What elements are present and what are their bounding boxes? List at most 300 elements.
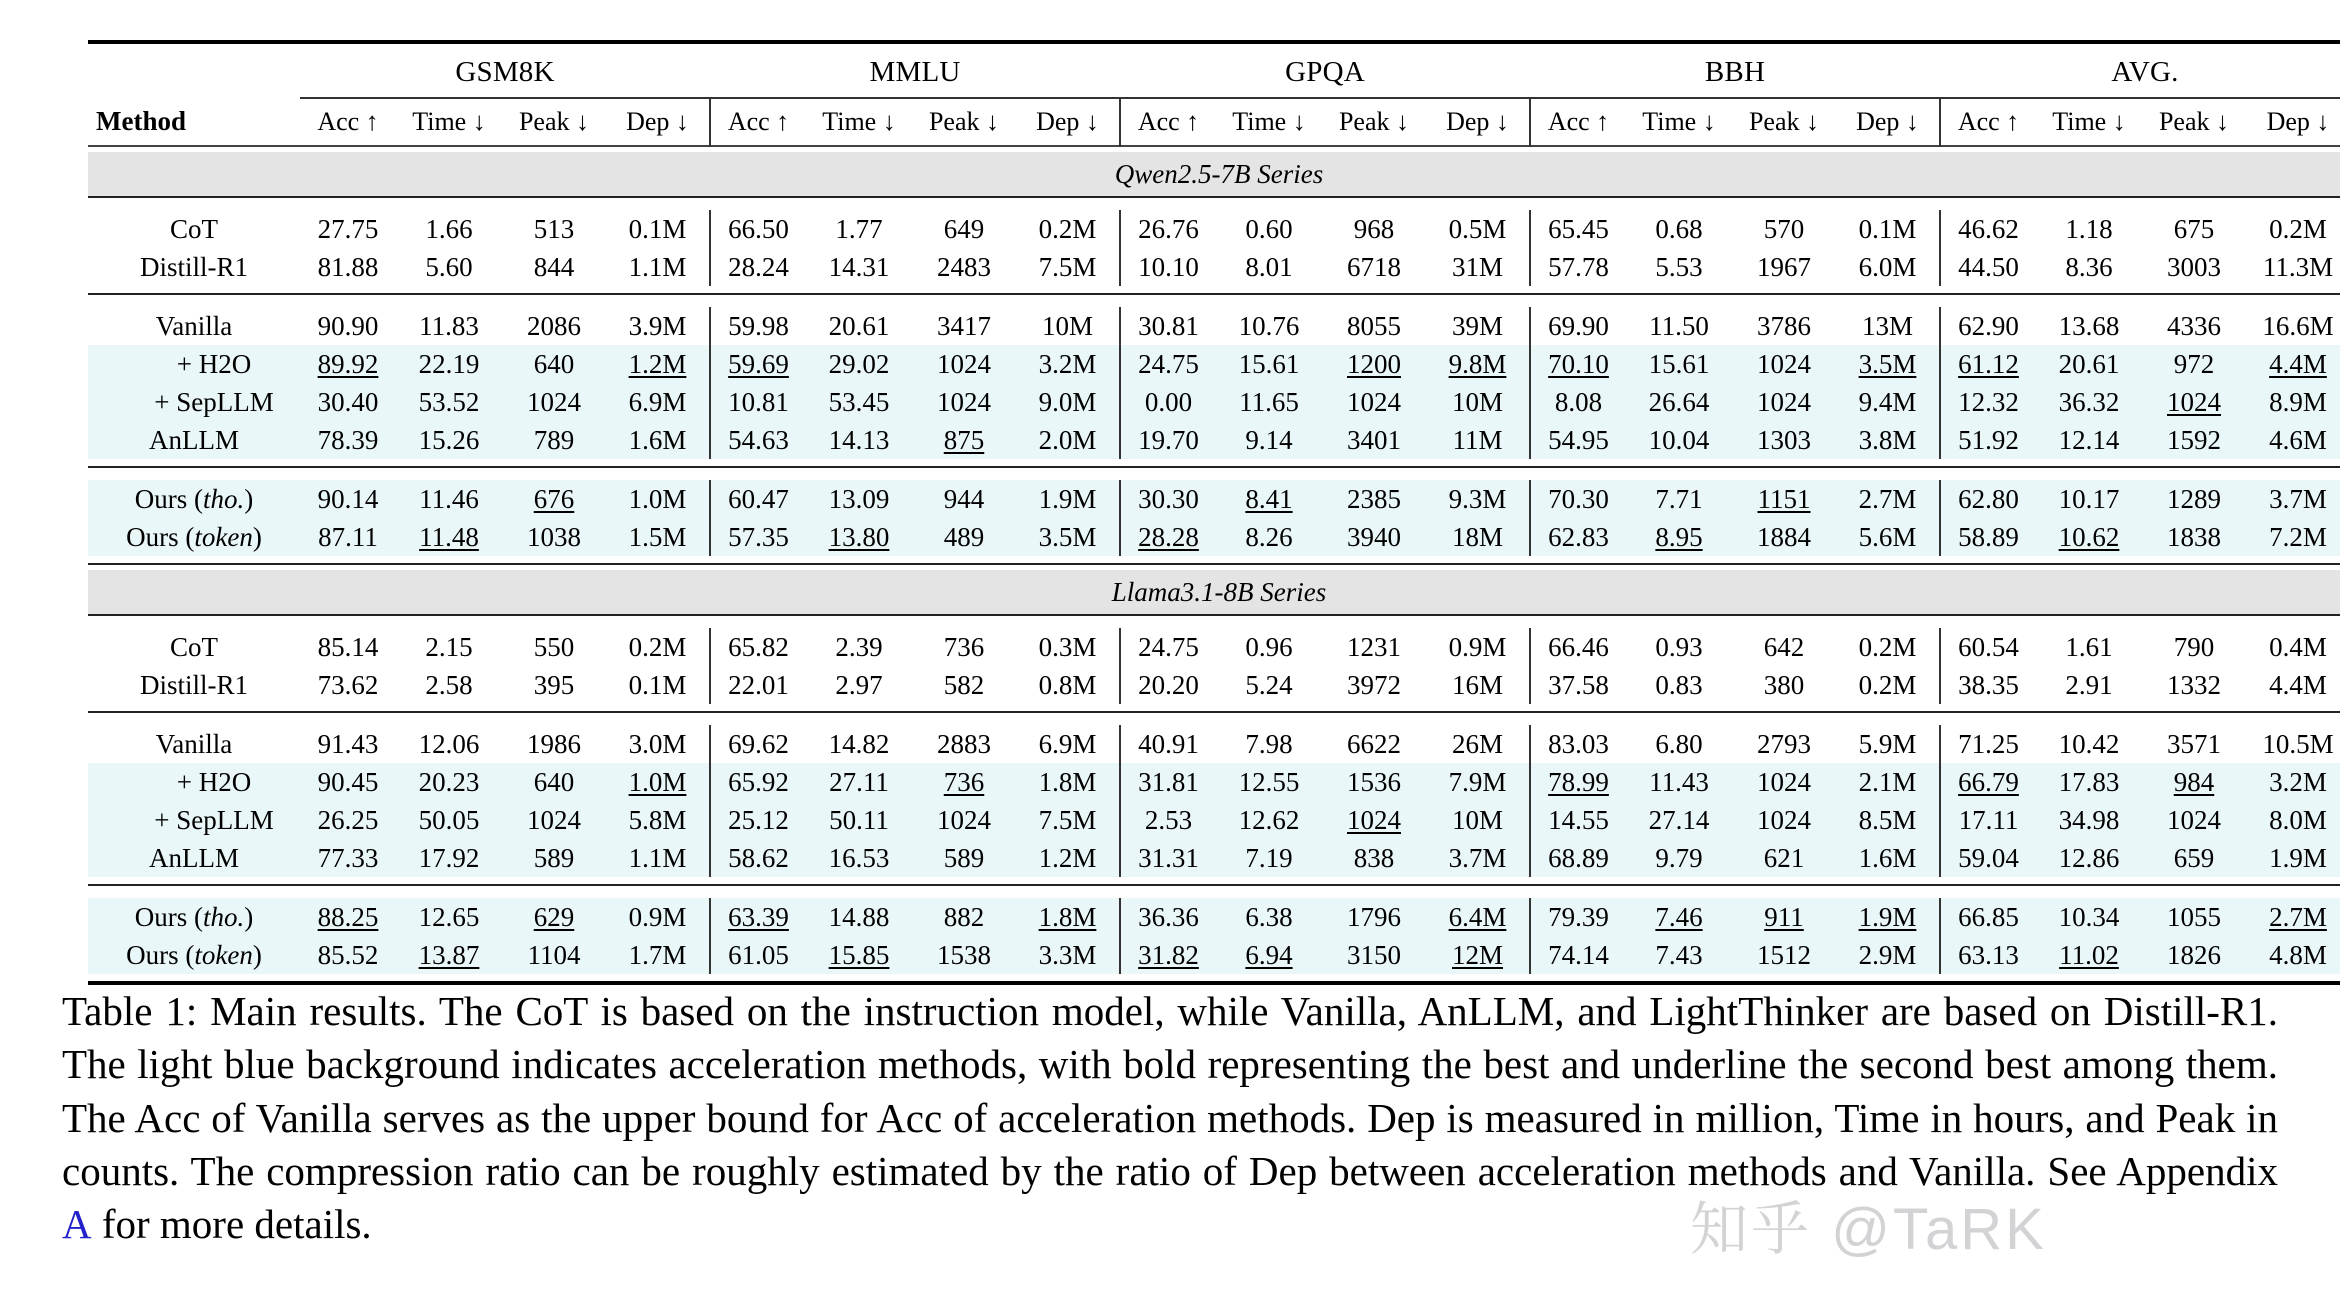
cell-gsm8k-acc <box>300 666 396 704</box>
cell-bbh-dep <box>1836 210 1940 248</box>
cell-mmlu-acc <box>710 248 806 286</box>
cell-mmlu-acc <box>710 801 806 839</box>
cell-gpqa-acc <box>1120 210 1216 248</box>
cell-bbh-dep <box>1836 801 1940 839</box>
group-header-gsm8k: GSM8K <box>455 55 555 88</box>
method-name-cell: Ours (tho.) <box>88 480 300 518</box>
cell-value: 34.98 <box>2058 804 2120 835</box>
cell-avg-acc <box>1940 801 2036 839</box>
cell-value: 66.50 <box>728 213 789 244</box>
cell-bbh-peak <box>1732 307 1836 345</box>
cell-value: 3786 <box>1757 310 1811 341</box>
cell-value: 1104 <box>527 939 581 970</box>
cell-value: 968 <box>1353 213 1395 244</box>
cell-value: 39M <box>1451 310 1503 341</box>
cell-bbh-dep <box>1836 307 1940 345</box>
cell-mmlu-acc <box>710 210 806 248</box>
cell-mmlu-peak <box>912 307 1016 345</box>
cell-value: 5.60 <box>425 251 473 282</box>
method-name-cell: Distill-R1 <box>139 669 248 700</box>
cell-gpqa-acc <box>1120 801 1216 839</box>
column-header-gpqa-acc: Acc ↑ <box>1120 98 1216 146</box>
cell-value: 8.95 <box>1655 521 1703 552</box>
cell-value: 31.81 <box>1138 766 1199 797</box>
cell-gpqa-dep <box>1426 666 1530 704</box>
table-row <box>88 898 2340 936</box>
cell-value: 26.25 <box>317 804 379 835</box>
cell-value: 27.14 <box>1648 804 1710 835</box>
cell-gpqa-peak <box>1322 307 1426 345</box>
cell-gsm8k-dep <box>606 839 710 877</box>
cell-avg-dep <box>2246 725 2340 763</box>
cell-gsm8k-time <box>396 383 502 421</box>
cell-value: 58.89 <box>1958 521 2019 552</box>
section-header-row <box>88 152 2340 197</box>
table-row <box>88 307 2340 345</box>
cell-value: 1.1M <box>628 842 687 873</box>
cell-mmlu-time <box>806 666 912 704</box>
method-name-cell: Vanilla <box>155 728 233 759</box>
cell-value: 6622 <box>1347 728 1401 759</box>
cell-bbh-peak <box>1732 210 1836 248</box>
cell-value: 1986 <box>527 728 581 759</box>
cell-value: 3.0M <box>628 728 687 759</box>
cell-value: 5.9M <box>1858 728 1917 759</box>
cell-gsm8k-dep <box>606 725 710 763</box>
cell-mmlu-peak <box>912 628 1016 666</box>
cell-bbh-peak <box>1732 763 1836 801</box>
cell-gsm8k-peak <box>502 345 606 383</box>
results-table-container <box>88 40 2334 991</box>
cell-mmlu-dep <box>1016 307 1120 345</box>
cell-avg-dep <box>2246 839 2340 877</box>
cell-value: 60.47 <box>728 483 789 514</box>
cell-value: 7.98 <box>1245 728 1293 759</box>
cell-mmlu-peak <box>912 898 1016 936</box>
cell-value: 10.81 <box>728 386 789 417</box>
cell-gsm8k-dep <box>606 898 710 936</box>
cell-value: 44.50 <box>1958 251 2019 282</box>
cell-gpqa-time <box>1216 898 1322 936</box>
cell-value: 0.2M <box>1038 213 1097 244</box>
cell-avg-peak <box>2142 421 2246 459</box>
cell-value: 14.82 <box>828 728 890 759</box>
cell-gsm8k-dep <box>606 628 710 666</box>
cell-gsm8k-time <box>396 480 502 518</box>
cell-gpqa-peak <box>1322 518 1426 556</box>
cell-mmlu-acc <box>710 763 806 801</box>
cell-bbh-time <box>1626 839 1732 877</box>
cell-value: 2385 <box>1347 483 1401 514</box>
method-name-cell: Ours (token) <box>88 936 300 974</box>
cell-gpqa-acc <box>1120 480 1216 518</box>
cell-value: 7.5M <box>1038 251 1097 282</box>
cell-gpqa-peak <box>1322 345 1426 383</box>
cell-value: 31.82 <box>1138 939 1199 970</box>
cell-value: 1024 <box>2167 386 2221 417</box>
cell-gsm8k-acc <box>300 763 396 801</box>
cell-value: 2.7M <box>1858 483 1917 514</box>
cell-bbh-peak <box>1732 936 1836 974</box>
group-header-row <box>88 50 2340 94</box>
table-spacer <box>88 974 2340 983</box>
cell-bbh-acc <box>1530 307 1626 345</box>
cell-bbh-time <box>1626 210 1732 248</box>
cell-value: 13M <box>1861 310 1913 341</box>
table-row <box>88 480 2340 518</box>
cell-mmlu-dep <box>1016 345 1120 383</box>
cell-avg-dep <box>2246 248 2340 286</box>
table-spacer <box>88 556 2340 564</box>
cell-value: 3.7M <box>2269 483 2327 514</box>
cell-mmlu-time <box>806 345 912 383</box>
cell-value: 11M <box>1452 424 1503 455</box>
cell-value: 1289 <box>2167 483 2221 514</box>
cell-value: 8.0M <box>2269 804 2327 835</box>
cell-value: 20.20 <box>1138 669 1199 700</box>
cell-mmlu-dep <box>1016 839 1120 877</box>
method-name-cell: Vanilla <box>155 310 233 341</box>
cell-gsm8k-time <box>396 248 502 286</box>
cell-value: 78.39 <box>317 424 379 455</box>
cell-gsm8k-peak <box>502 763 606 801</box>
cell-value: 1796 <box>1347 901 1401 932</box>
cell-bbh-time <box>1626 518 1732 556</box>
cell-gpqa-time <box>1216 383 1322 421</box>
table-row <box>88 248 2340 286</box>
cell-value: 9.0M <box>1038 386 1097 417</box>
cell-avg-acc <box>1940 666 2036 704</box>
cell-gpqa-peak <box>1322 248 1426 286</box>
cell-avg-peak <box>2142 801 2246 839</box>
cell-gpqa-dep <box>1426 725 1530 763</box>
method-variant-label: tho. <box>202 901 245 932</box>
cell-gpqa-acc <box>1120 666 1216 704</box>
cell-value: 7.71 <box>1655 483 1703 514</box>
cell-bbh-time <box>1626 725 1732 763</box>
cell-value: 66.85 <box>1958 901 2019 932</box>
cell-avg-time <box>2036 898 2142 936</box>
cell-bbh-dep <box>1836 518 1940 556</box>
cell-avg-time <box>2036 248 2142 286</box>
cell-avg-time <box>2036 518 2142 556</box>
cell-value: 1.5M <box>628 521 687 552</box>
cell-gsm8k-acc <box>300 421 396 459</box>
cell-bbh-time <box>1626 480 1732 518</box>
cell-gsm8k-dep <box>606 248 710 286</box>
cell-value: 1.8M <box>1038 901 1097 932</box>
cell-gpqa-acc <box>1120 628 1216 666</box>
cell-mmlu-time <box>806 210 912 248</box>
cell-value: 38.35 <box>1958 669 2019 700</box>
cell-bbh-time <box>1626 763 1732 801</box>
cell-value: 11.65 <box>1239 386 1299 417</box>
cell-value: 27.11 <box>829 766 889 797</box>
cell-value: 73.62 <box>317 669 379 700</box>
cell-gsm8k-dep <box>606 210 710 248</box>
cell-value: 63.39 <box>728 901 789 932</box>
cell-value: 1.7M <box>628 939 687 970</box>
cell-gsm8k-acc <box>300 628 396 666</box>
cell-value: 7.9M <box>1448 766 1507 797</box>
method-name-cell: + H2O <box>88 763 300 801</box>
cell-gsm8k-time <box>396 763 502 801</box>
cell-mmlu-acc <box>710 898 806 936</box>
cell-mmlu-time <box>806 725 912 763</box>
cell-value: 11.48 <box>419 521 479 552</box>
cell-mmlu-time <box>806 801 912 839</box>
cell-value: 0.68 <box>1655 213 1703 244</box>
cell-value: 12.14 <box>2058 424 2120 455</box>
cell-value: 838 <box>1353 842 1395 873</box>
cell-value: 59.04 <box>1958 842 2019 873</box>
cell-value: 1303 <box>1757 424 1811 455</box>
cell-avg-dep <box>2246 480 2340 518</box>
cell-gsm8k-time <box>396 628 502 666</box>
cell-value: 62.80 <box>1958 483 2019 514</box>
cell-gsm8k-time <box>396 518 502 556</box>
cell-gsm8k-dep <box>606 763 710 801</box>
cell-value: 30.81 <box>1138 310 1199 341</box>
cell-avg-dep <box>2246 628 2340 666</box>
method-name-cell: AnLLM <box>88 839 300 877</box>
cell-bbh-acc <box>1530 518 1626 556</box>
cell-value: 15.85 <box>828 939 890 970</box>
table-row <box>88 628 2340 666</box>
cell-avg-time <box>2036 421 2142 459</box>
cell-value: 11.50 <box>1649 310 1709 341</box>
cell-avg-dep <box>2246 518 2340 556</box>
cell-gsm8k-time <box>396 210 502 248</box>
cell-value: 13.68 <box>2058 310 2120 341</box>
cell-value: 1838 <box>2167 521 2221 552</box>
cell-value: 1024 <box>1757 386 1811 417</box>
cell-value: 62.83 <box>1548 521 1609 552</box>
cell-value: 790 <box>2173 631 2215 662</box>
cell-avg-acc <box>1940 628 2036 666</box>
cell-bbh-dep <box>1836 725 1940 763</box>
cell-gpqa-peak <box>1322 383 1426 421</box>
cell-value: 53.45 <box>828 386 890 417</box>
cell-value: 3417 <box>937 310 991 341</box>
cell-mmlu-peak <box>912 383 1016 421</box>
cell-avg-acc <box>1940 248 2036 286</box>
cell-bbh-peak <box>1732 248 1836 286</box>
appendix-link[interactable]: A <box>62 1201 92 1248</box>
cell-value: 1.77 <box>835 213 883 244</box>
cell-gpqa-peak <box>1322 725 1426 763</box>
cell-value: 8055 <box>1347 310 1401 341</box>
cell-bbh-dep <box>1836 480 1940 518</box>
cell-avg-dep <box>2246 763 2340 801</box>
cell-gsm8k-time <box>396 936 502 974</box>
column-header-avg-acc: Acc ↑ <box>1940 98 2036 146</box>
cell-mmlu-time <box>806 936 912 974</box>
cell-value: 17.92 <box>418 842 480 873</box>
cell-value: 16M <box>1451 669 1503 700</box>
results-table-body <box>88 42 2340 991</box>
cell-gpqa-dep <box>1426 210 1530 248</box>
cell-value: 31.31 <box>1138 842 1199 873</box>
cell-value: 18M <box>1451 521 1503 552</box>
cell-value: 9.14 <box>1245 424 1293 455</box>
cell-gsm8k-peak <box>502 666 606 704</box>
cell-value: 0.00 <box>1144 386 1193 417</box>
cell-value: 875 <box>943 424 985 455</box>
group-header-blank <box>88 50 300 94</box>
column-header-avg-time: Time ↓ <box>2052 107 2126 136</box>
cell-bbh-acc <box>1530 801 1626 839</box>
cell-gpqa-dep <box>1426 898 1530 936</box>
cell-bbh-dep <box>1836 248 1940 286</box>
cell-avg-acc <box>1940 307 2036 345</box>
section-header-row <box>88 570 2340 615</box>
cell-gpqa-dep <box>1426 839 1530 877</box>
cell-gpqa-dep <box>1426 345 1530 383</box>
column-header-bbh-time: Time ↓ <box>1642 107 1716 136</box>
cell-mmlu-acc <box>710 666 806 704</box>
cell-value: 83.03 <box>1548 728 1609 759</box>
cell-value: 14.31 <box>828 251 890 282</box>
section-title: Qwen2.5-7B Series <box>88 152 2340 197</box>
cell-gpqa-acc <box>1120 421 1216 459</box>
cell-mmlu-peak <box>912 763 1016 801</box>
cell-value: 59.98 <box>728 310 789 341</box>
cell-value: 0.2M <box>2269 213 2327 244</box>
cell-bbh-acc <box>1530 248 1626 286</box>
column-header-method: Method <box>96 106 186 136</box>
cell-value: 10M <box>1451 386 1503 417</box>
table-spacer <box>88 459 2340 467</box>
cell-value: 10.76 <box>1238 310 1300 341</box>
cell-value: 2.9M <box>1858 939 1917 970</box>
cell-gpqa-acc <box>1120 248 1216 286</box>
cell-value: 3.5M <box>1858 348 1917 379</box>
cell-value: 972 <box>2173 348 2215 379</box>
method-variant-label: tho. <box>202 483 245 514</box>
column-header-avg-peak: Peak ↓ <box>2158 107 2230 136</box>
cell-value: 0.8M <box>1038 669 1097 700</box>
cell-value: 53.52 <box>418 386 480 417</box>
cell-value: 0.9M <box>628 901 687 932</box>
cell-value: 51.92 <box>1958 424 2019 455</box>
table-spacer <box>88 877 2340 885</box>
cell-bbh-peak <box>1732 480 1836 518</box>
cell-value: 736 <box>943 631 985 662</box>
cell-mmlu-dep <box>1016 725 1120 763</box>
cell-value: 1231 <box>1347 631 1401 662</box>
cell-value: 1826 <box>2167 939 2221 970</box>
cell-value: 60.54 <box>1958 631 2019 662</box>
group-header-mmlu: MMLU <box>869 55 961 88</box>
cell-value: 15.26 <box>418 424 480 455</box>
table-row <box>88 383 2340 421</box>
cell-gpqa-time <box>1216 480 1322 518</box>
column-header-mmlu-peak: Peak ↓ <box>928 107 1000 136</box>
cell-value: 11.3M <box>2262 251 2334 282</box>
cell-gpqa-peak <box>1322 628 1426 666</box>
cell-gsm8k-time <box>396 666 502 704</box>
cell-value: 0.3M <box>1038 631 1097 662</box>
cell-value: 3940 <box>1347 521 1401 552</box>
cell-value: 7.2M <box>2269 521 2327 552</box>
method-name-cell: Ours (tho.) <box>88 898 300 936</box>
cell-value: 20.61 <box>828 310 890 341</box>
method-name-cell: AnLLM <box>88 421 300 459</box>
cell-gsm8k-dep <box>606 307 710 345</box>
cell-gsm8k-acc <box>300 248 396 286</box>
cell-value: 9.79 <box>1655 842 1703 873</box>
column-header-gpqa-peak: Peak ↓ <box>1338 107 1410 136</box>
cell-bbh-time <box>1626 421 1732 459</box>
cell-value: 489 <box>943 521 985 552</box>
cell-value: 10.42 <box>2058 728 2120 759</box>
caption-text-part1: Main results. The CoT is based on the instruction model, while Vanilla, AnLLM, and LightThinker are based on Distill-R1. The light blue background indicates acceleration methods, with bold representing the best and underline the second best among them. The Acc of Vanilla serves as the upper bound for Acc of acceleration methods. Dep is measured in million, Time in hours, and Peak in counts. The compression ratio can be roughly estimated by the ratio of Dep between acceleration methods and Vanilla. See Appendix <box>62 988 2279 1194</box>
cell-gsm8k-peak <box>502 480 606 518</box>
cell-bbh-time <box>1626 307 1732 345</box>
cell-gpqa-dep <box>1426 763 1530 801</box>
table-row <box>88 421 2340 459</box>
cell-value: 50.11 <box>829 804 889 835</box>
cell-gsm8k-peak <box>502 421 606 459</box>
cell-value: 22.19 <box>418 348 480 379</box>
cell-mmlu-time <box>806 421 912 459</box>
cell-avg-peak <box>2142 480 2246 518</box>
cell-mmlu-acc <box>710 628 806 666</box>
cell-gpqa-acc <box>1120 725 1216 763</box>
cell-mmlu-dep <box>1016 763 1120 801</box>
cell-value: 1038 <box>527 521 581 552</box>
cell-mmlu-peak <box>912 801 1016 839</box>
cell-gpqa-peak <box>1322 763 1426 801</box>
cell-gpqa-time <box>1216 307 1322 345</box>
cell-value: 0.2M <box>1858 669 1917 700</box>
cell-value: 12.55 <box>1238 766 1300 797</box>
column-header-bbh-peak: Peak ↓ <box>1748 107 1820 136</box>
cell-gsm8k-dep <box>606 666 710 704</box>
cell-value: 63.13 <box>1958 939 2019 970</box>
cell-gpqa-time <box>1216 763 1322 801</box>
cell-value: 8.9M <box>2269 386 2327 417</box>
cell-bbh-peak <box>1732 383 1836 421</box>
cell-avg-peak <box>2142 210 2246 248</box>
cell-gsm8k-dep <box>606 801 710 839</box>
cell-value: 79.39 <box>1548 901 1609 932</box>
cell-value: 68.89 <box>1548 842 1609 873</box>
cell-value: 8.36 <box>2065 251 2113 282</box>
metric-header-row <box>88 98 2340 146</box>
cell-value: 74.14 <box>1548 939 1609 970</box>
cell-value: 2086 <box>527 310 581 341</box>
cell-value: 85.14 <box>317 631 379 662</box>
cell-value: 81.88 <box>317 251 379 282</box>
cell-value: 37.58 <box>1548 669 1609 700</box>
cell-mmlu-peak <box>912 518 1016 556</box>
cell-value: 12M <box>1451 939 1503 970</box>
cell-value: 2.97 <box>835 669 883 700</box>
cell-bbh-acc <box>1530 725 1626 763</box>
cell-value: 69.90 <box>1548 310 1609 341</box>
cell-value: 550 <box>533 631 575 662</box>
cell-gsm8k-dep <box>606 936 710 974</box>
cell-value: 12.62 <box>1238 804 1300 835</box>
cell-value: 1024 <box>527 386 581 417</box>
cell-gpqa-time <box>1216 421 1322 459</box>
cell-bbh-acc <box>1530 345 1626 383</box>
cell-avg-time <box>2036 839 2142 877</box>
cell-bbh-dep <box>1836 666 1940 704</box>
cell-mmlu-peak <box>912 725 1016 763</box>
